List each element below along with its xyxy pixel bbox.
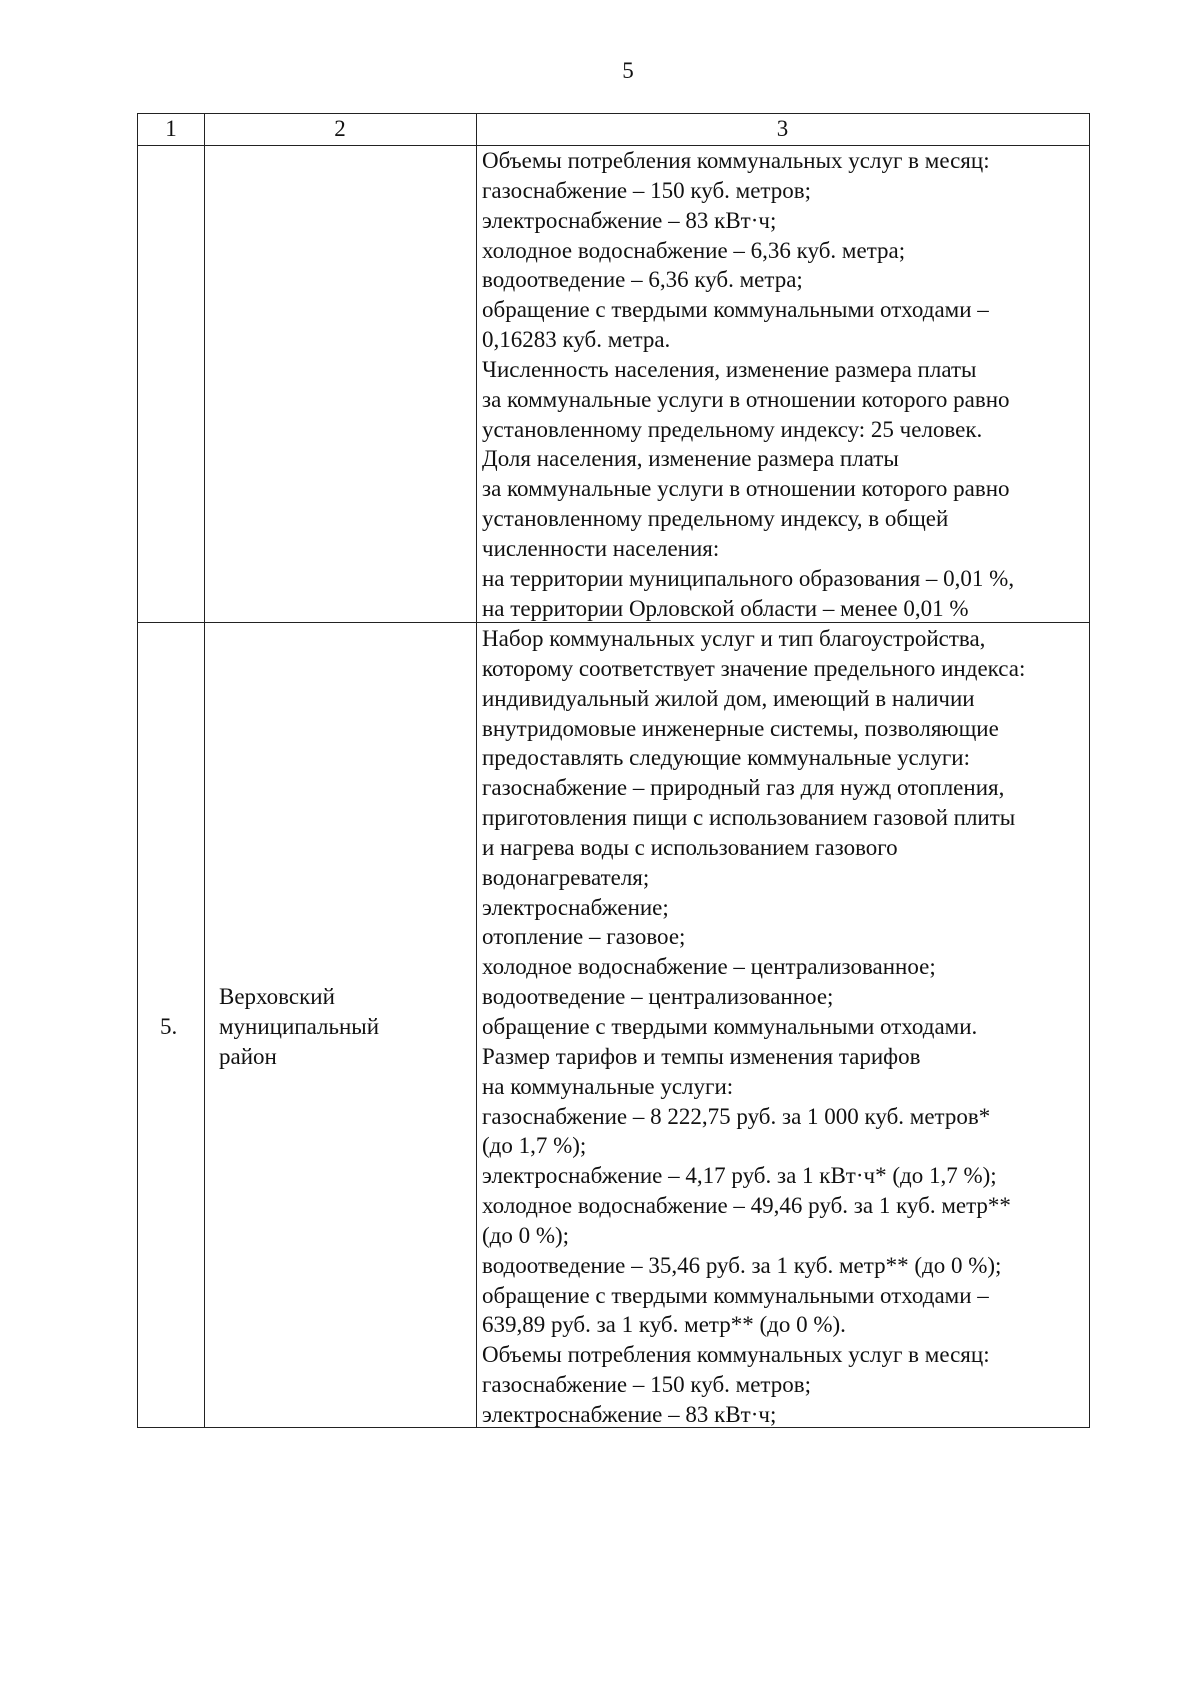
text-line: установленному предельному индексу: 25 человек.: [482, 416, 983, 442]
text-line: за коммунальные услуги в отношении которого равно: [482, 476, 1010, 502]
text-line: обращение с твердыми коммунальными отходами.: [482, 1013, 978, 1039]
continued-row-text: [482, 146, 1014, 624]
text-line: на территории муниципального образования – 0,01 %,: [482, 565, 1015, 591]
text-line: газоснабжение – 150 куб. метров;: [482, 177, 811, 203]
text-line: газоснабжение – 8 222,75 руб. за 1 000 куб. метров*: [482, 1103, 991, 1129]
text-line: электроснабжение – 83 кВт·ч;: [482, 1401, 777, 1427]
district-line: муниципальный: [219, 1014, 380, 1039]
text-line: индивидуальный жилой дом, имеющий в наличии: [482, 685, 975, 711]
text-line: Доля населения, изменение размера платы: [482, 446, 899, 472]
text-line: за коммунальные услуги в отношении которого равно: [482, 386, 1010, 412]
text-line: водоотведение – 35,46 руб. за 1 куб. метр** (до 0 %);: [482, 1252, 1002, 1278]
column-divider: [204, 114, 205, 1427]
text-line: Объемы потребления коммунальных услуг в месяц:: [482, 1342, 990, 1368]
text-line: обращение с твердыми коммунальными отходами –: [482, 1282, 989, 1308]
text-line: численности населения:: [482, 535, 720, 561]
text-line: установленному предельному индексу, в общей: [482, 506, 949, 532]
text-line: электроснабжение – 83 кВт·ч;: [482, 207, 777, 233]
row-5-text: [482, 624, 1025, 1430]
text-line: Численность населения, изменение размера платы: [482, 356, 977, 382]
text-line: на коммунальные услуги:: [482, 1073, 734, 1099]
header-col-3: 3: [776, 116, 789, 141]
column-divider: [476, 114, 477, 1427]
text-line: обращение с твердыми коммунальными отходами –: [482, 297, 989, 323]
text-line: газоснабжение – природный газ для нужд отопления,: [482, 775, 1005, 801]
text-line: холодное водоснабжение – 49,46 руб. за 1 куб. метр**: [482, 1193, 1011, 1219]
page-number: 5: [622, 58, 634, 83]
text-line: Набор коммунальных услуг и тип благоустройства,: [482, 626, 986, 651]
row-number: 5.: [160, 1014, 178, 1039]
district-line: район: [219, 1044, 277, 1069]
header-col-1: 1: [165, 116, 177, 141]
text-line: 0,16283 куб. метра.: [482, 327, 671, 353]
text-line: (до 1,7 %);: [482, 1133, 587, 1159]
text-line: приготовления пищи с использованием газовой плиты: [482, 805, 1016, 831]
text-line: Объемы потребления коммунальных услуг в месяц:: [482, 148, 990, 173]
district-line: Верховский: [219, 984, 335, 1009]
text-line: электроснабжение – 4,17 руб. за 1 кВт·ч* (до 1,7 %);: [482, 1163, 997, 1189]
text-line: и нагрева воды с использованием газового: [482, 834, 898, 860]
text-line: которому соответствует значение предельного индекса:: [482, 655, 1026, 681]
header-col-2: 2: [334, 116, 346, 141]
text-line: электроснабжение;: [482, 894, 669, 920]
text-line: 639,89 руб. за 1 куб. метр** (до 0 %).: [482, 1312, 846, 1338]
text-line: внутридомовые инженерные системы, позволяющие: [482, 715, 999, 741]
text-line: водоотведение – 6,36 куб. метра;: [482, 267, 803, 293]
text-line: на территории Орловской области – менее 0,01 %: [482, 595, 969, 621]
text-line: Размер тарифов и темпы изменения тарифов: [482, 1043, 921, 1069]
district-name: [219, 982, 379, 1072]
text-line: отопление – газовое;: [482, 924, 686, 950]
text-line: водонагревателя;: [482, 864, 650, 890]
text-line: холодное водоснабжение – централизованное;: [482, 954, 936, 980]
text-line: водоотведение – централизованное;: [482, 984, 834, 1010]
text-line: газоснабжение – 150 куб. метров;: [482, 1372, 811, 1398]
text-line: (до 0 %);: [482, 1222, 570, 1248]
text-line: холодное водоснабжение – 6,36 куб. метра;: [482, 237, 906, 263]
tariff-table: [137, 113, 1090, 1428]
text-line: предоставлять следующие коммунальные услуги:: [482, 745, 970, 771]
